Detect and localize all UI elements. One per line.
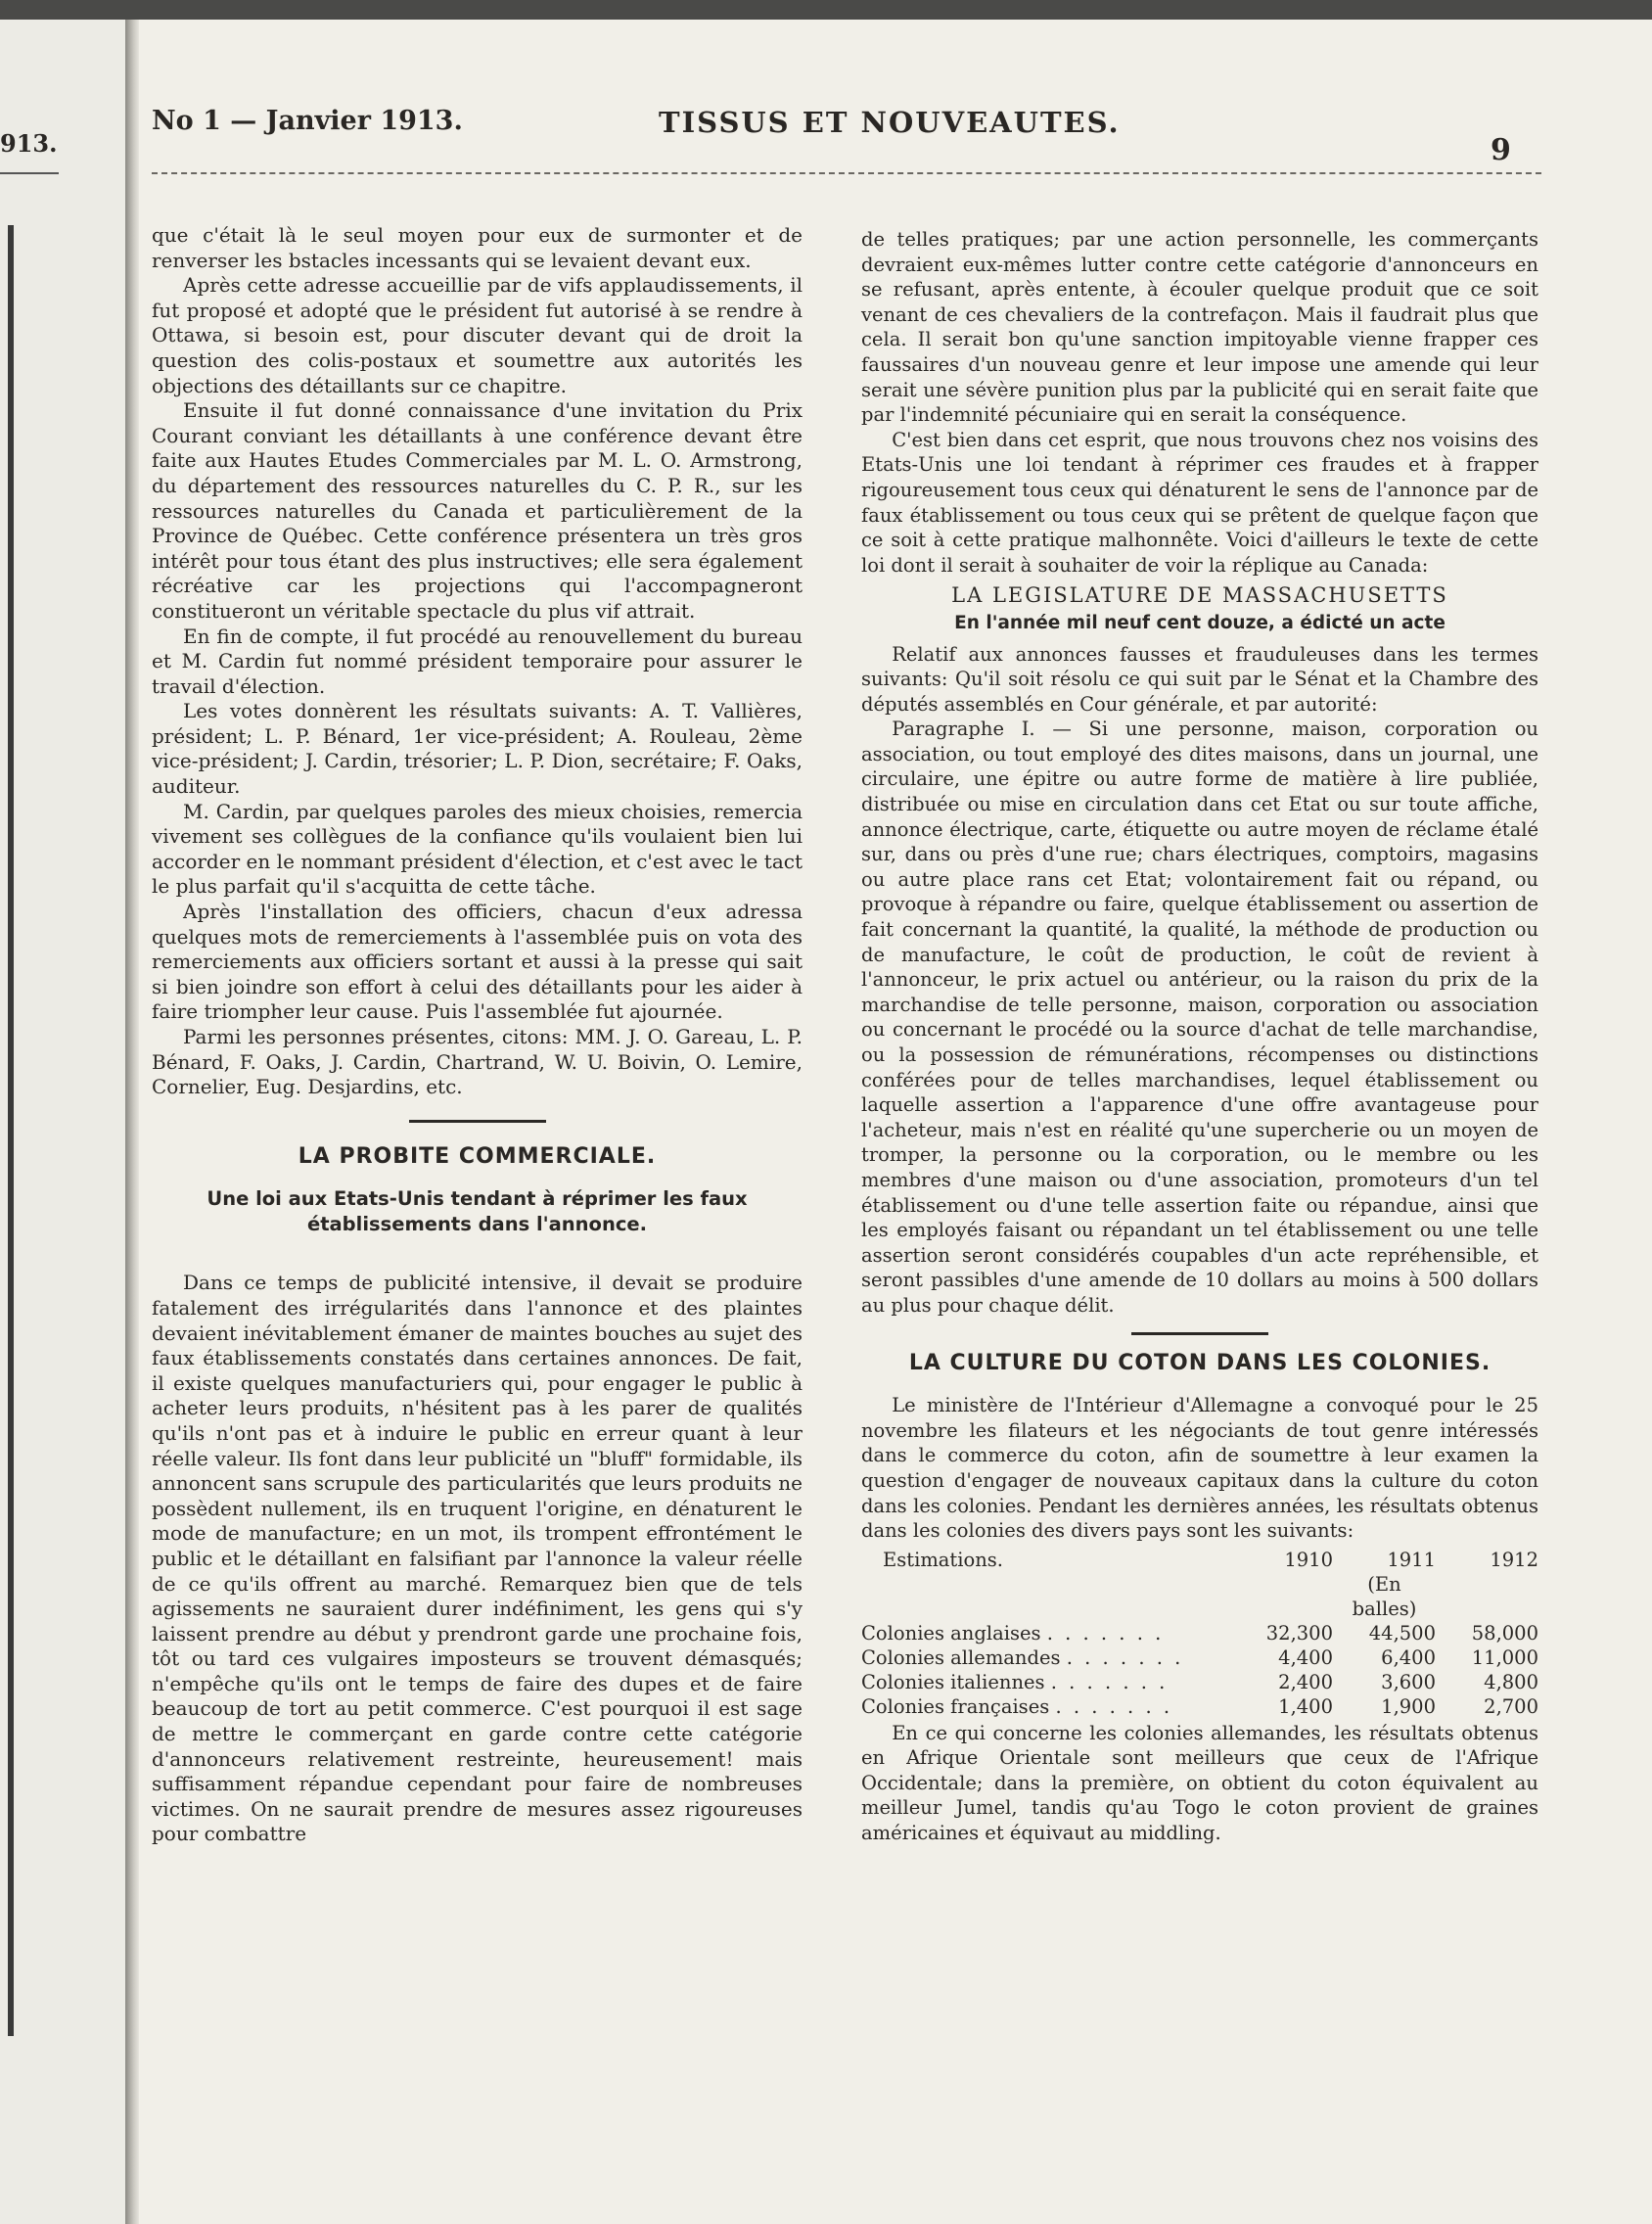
running-header: [152, 106, 1541, 167]
previous-page-edge: [8, 225, 14, 2036]
paragraph: Parmi les personnes présentes, citons: MM. J. O. Gareau, L. P. Bénard, F. Oaks, J. Cardin, Chartrand, W. U. Boivin, O. Lemire, Cornelier, Eug. Desjardins, etc.: [152, 1025, 803, 1099]
paragraph: Après l'installation des officiers, chacun d'eux adressa quelques mots de remerciements à l'assemblée puis on vota des remerciements aux officiers sortant et aussi à la presse qui sait si bien joindre son effort à celui des détaillants pour les aider à faire triompher leur cause. Puis l'assemblée fut ajournée.: [152, 900, 803, 1024]
table-header-row: [861, 1548, 1538, 1572]
section-subheading: Une loi aux Etats-Unis tendant à réprimer les faux établissements dans l'annonce.: [206, 1187, 748, 1236]
paragraph: Dans ce temps de publicité intensive, il devait se produire fatalement des irrégularités dans l'annonce et des plaintes devaient inévitablement émaner de maintes bouches au sujet des faux établissements constatés dans certaines annonces. De fait, il existe quelques manufacturiers qui, pour engager le public à acheter leurs produits, n'hésitent pas à les parer de qualités qu'ils n'ont pas et à induire le public en erreur quant à leur réelle valeur. Ils font dans leur publicité un "bluff" formidable, ils annoncent sans scrupule des particularités que leurs produits ne possèdent nullement, ils en truquent l'origine, en dénaturent le mode de manufacture; en un mot, ils trompent effrontément le public et le détaillant en falsifiant par l'annonce la valeur réelle de ce qu'ils offrent au marché. Remarquez bien que de tels agissements ne sauraient durer indéfiniment, les gens qui s'y laissent prendre au début y prendront garde une prochaine fois, tôt ou tard ces vulgaires imposteurs se trouvent démasqués; n'empêche qu'ils ont le temps de faire des dupes et de faire beaucoup de tort au petit commerce. C'est pourquoi il est sage de mettre le commerçant en garde contre cette catégorie d'annonceurs relativement restreinte, heureusement! mais suffisamment répandue cependant pour faire de nombreuses victimes. On ne saurait prendre de mesures assez rigoureuses pour combattre: [152, 1271, 803, 1846]
table-row: [861, 1621, 1538, 1645]
table-cell: 2,400: [1278, 1670, 1333, 1693]
right-column: [861, 227, 1538, 1846]
paragraph: Relatif aux annonces fausses et frauduleuses dans les termes suivants: Qu'il soit résolu ce qui suit par le Sénat et la Chambre des députés assemblés en Cour générale, et par autorité:: [861, 642, 1538, 716]
table-label: Estimations.: [883, 1548, 1004, 1571]
section-divider: [409, 1120, 546, 1123]
table-cell: 3,600: [1381, 1670, 1436, 1693]
leader-dots: . . . . . . .: [1050, 1670, 1169, 1693]
table-cell: 4,400: [1278, 1645, 1333, 1669]
left-column: [152, 223, 803, 1847]
row-name: Colonies allemandes: [861, 1645, 1061, 1669]
table-row: [861, 1645, 1538, 1670]
journal-title: TISSUS ET NOUVEAUTES.: [659, 106, 1121, 139]
table-cell: 58,000: [1471, 1621, 1538, 1645]
paragraph: Paragraphe I. — Si une personne, maison, corporation ou association, ou tout employé des dites maisons, dans un journal, une circulaire, une épitre ou autre forme de matière à lire publiée, distribuée ou mise en circulation dans cet Etat ou sur toute affiche, annonce électrique, carte, étiquette ou autre moyen de réclame étalé sur, dans ou près d'une rue; chars électriques, comptoirs, magasins ou autre place rans cet Etat; volontairement fait ou répand, ou provoque à répandre ou faire, quelque établissement ou assertion de fait concernant la quantité, la qualité, la méthode de production ou de manufacture, le coût de production, le coût de revient à l'annonceur, le prix actuel ou antérieur, ou la raison du prix de la marchandise de telle personne, maison, corporation ou association ou concernant le procédé ou la source d'achat de telle marchandise, ou la possession de rémunérations, récompenses ou distinctions conférées pour de telles marchandises, lequel établissement ou laquelle assertion a l'apparence d'une offre avantageuse pour l'acheteur, mais n'est en réalité qu'une supercherie ou un moyen de tromper, la personne ou la corporation, ou le membre ou les membres d'une maison ou d'une association, promoteurs d'un tel établissement ou d'une telle assertion faite ou répandue, ainsi que les employés faisant ou répandant un tel établissement ou une telle assertion seront considérés coupables d'un acte repréhensible, et seront passibles d'une amende de 10 dollars au moins à 500 dollars au plus pour chaque délit.: [861, 718, 1538, 1317]
row-name: Colonies anglaises: [861, 1621, 1041, 1645]
paragraph: En fin de compte, il fut procédé au renouvellement du bureau et M. Cardin fut nommé président temporaire pour assurer le travail d'élection.: [152, 624, 803, 698]
table-units-row: [861, 1572, 1538, 1621]
year-header: 1912: [1490, 1548, 1538, 1571]
leader-dots: . . . . . . .: [1066, 1645, 1184, 1669]
table-row: [861, 1670, 1538, 1694]
table-cell: 4,800: [1484, 1670, 1538, 1693]
cotton-estimates-table: [861, 1548, 1538, 1719]
previous-page-header-rule: [0, 172, 59, 174]
section-heading: LA CULTURE DU COTON DANS LES COLONIES.: [908, 1350, 1491, 1375]
leader-dots: . . . . . . .: [1046, 1621, 1165, 1645]
table-units: (En balles): [1352, 1572, 1417, 1620]
paragraph: En ce qui concerne les colonies allemandes, les résultats obtenus en Afrique Orientale sont meilleurs que ceux de l'Afrique Occidentale; dans la première, on obtient du coton équivalent au meilleur Jumel, tandis qu'au Togo le coton provient de graines américaines et équivaut au middling.: [861, 1721, 1538, 1845]
table-cell: 6,400: [1381, 1645, 1436, 1669]
table-cell: 2,700: [1484, 1694, 1538, 1718]
row-name: Colonies françaises: [861, 1694, 1050, 1718]
paragraph: Ensuite il fut donné connaissance d'une invitation du Prix Courant conviant les détaillants à une conférence devant être faite aux Hautes Etudes Commerciales par M. L. O. Armstrong, du département des ressources naturelles du C. P. R., sur les ressources naturelles du Canada et particulièrement de la Province de Québec. Cette conférence présentera un très gros intérêt pour tous étant des plus instructives; elle sera également récréative car les projections qui l'accompagneront constitueront un véritable spectacle du plus vif attrait.: [152, 398, 803, 623]
legislature-title: LA LEGISLATURE DE MASSACHUSETTS: [951, 583, 1448, 608]
row-name: Colonies italiennes: [861, 1670, 1045, 1693]
issue-date: No 1 — Janvier 1913.: [152, 106, 463, 136]
previous-page-margin: [0, 20, 125, 2224]
paragraph: Les votes donnèrent les résultats suivants: A. T. Vallières, président; L. P. Bénard, 1er vice-président; A. Rouleau, 2ème vice-président; J. Cardin, trésorier; L. P. Dion, secrétaire; F. Oaks, auditeur.: [152, 699, 803, 799]
leader-dots: . . . . . . .: [1055, 1694, 1173, 1718]
paragraph: M. Cardin, par quelques paroles des mieux choisies, remercia vivement ses collègues de la confiance qu'ils voulaient bien lui accorder en le nommant président d'élection, et c'est avec le tact le plus parfait qu'il s'acquitta de cette tâche.: [152, 799, 803, 899]
paragraph: C'est bien dans cet esprit, que nous trouvons chez nos voisins des Etats-Unis une loi tendant à réprimer ces fraudes et à frapper rigoureusement tous ceux qui dénaturent le sens de l'annonce par de faux établissement ou tous ceux qui se prêtent de quelque façon que ce soit à cette pratique malhonnête. Voici d'ailleurs le texte de cette loi dont il serait à souhaiter de voir la réplique au Canada:: [861, 428, 1538, 577]
paragraph: que c'était là le seul moyen pour eux de surmonter et de renverser les bstacles incessants qui se levaient devant eux.: [152, 223, 803, 272]
year-header: 1910: [1284, 1548, 1333, 1571]
header-rule: [152, 172, 1541, 174]
year-header: 1911: [1387, 1548, 1436, 1571]
legislature-subtitle: En l'année mil neuf cent douze, a édicté un acte: [954, 612, 1446, 633]
page-number: 9: [1491, 133, 1511, 167]
page-binding-shadow: [125, 20, 139, 2224]
section-heading: LA PROBITE COMMERCIALE.: [298, 1143, 657, 1169]
table-cell: 11,000: [1471, 1645, 1538, 1669]
table-row: [861, 1694, 1538, 1719]
table-cell: 32,300: [1265, 1621, 1333, 1645]
table-cell: 1,400: [1278, 1694, 1333, 1718]
section-divider: [1131, 1332, 1268, 1335]
paragraph: Après cette adresse accueillie par de vifs applaudissements, il fut proposé et adopté que le président fut autorisé à se rendre à Ottawa, si besoin est, pour discuter devant qui de droit la question des colis-postaux et soumettre aux autorités les objections des détaillants sur ce chapitre.: [152, 273, 803, 397]
scan-top-edge: [0, 0, 1652, 20]
paragraph: Le ministère de l'Intérieur d'Allemagne a convoqué pour le 25 novembre les filateurs et les négociants de tout genre intéressés dans le commerce du coton, afin de soumettre à leur examen la question d'engager de nouveaux capitaux dans la culture du coton dans les colonies. Pendant les dernières années, les résultats obtenus dans les colonies des divers pays sont les suivants:: [861, 1394, 1538, 1543]
table-cell: 1,900: [1381, 1694, 1436, 1718]
table-cell: 44,500: [1368, 1621, 1436, 1645]
paragraph: de telles pratiques; par une action personnelle, les commerçants devraient eux-mêmes lutter contre cette catégorie d'annonceurs en se refusant, après entente, à écouler quelque produit que ce soit venant de ces chevaliers de la contrefaçon. Mais il faudrait plus que cela. Il serait bon qu'une sanction impitoyable vienne frapper ces faussaires d'un nouveau genre et leur impose une amende qui leur serait une sévère punition plus par la publicité qui en serait faite que par l'indemnité pécuniaire qui en serait la conséquence.: [861, 228, 1538, 427]
previous-page-folio: 913.: [0, 129, 58, 158]
